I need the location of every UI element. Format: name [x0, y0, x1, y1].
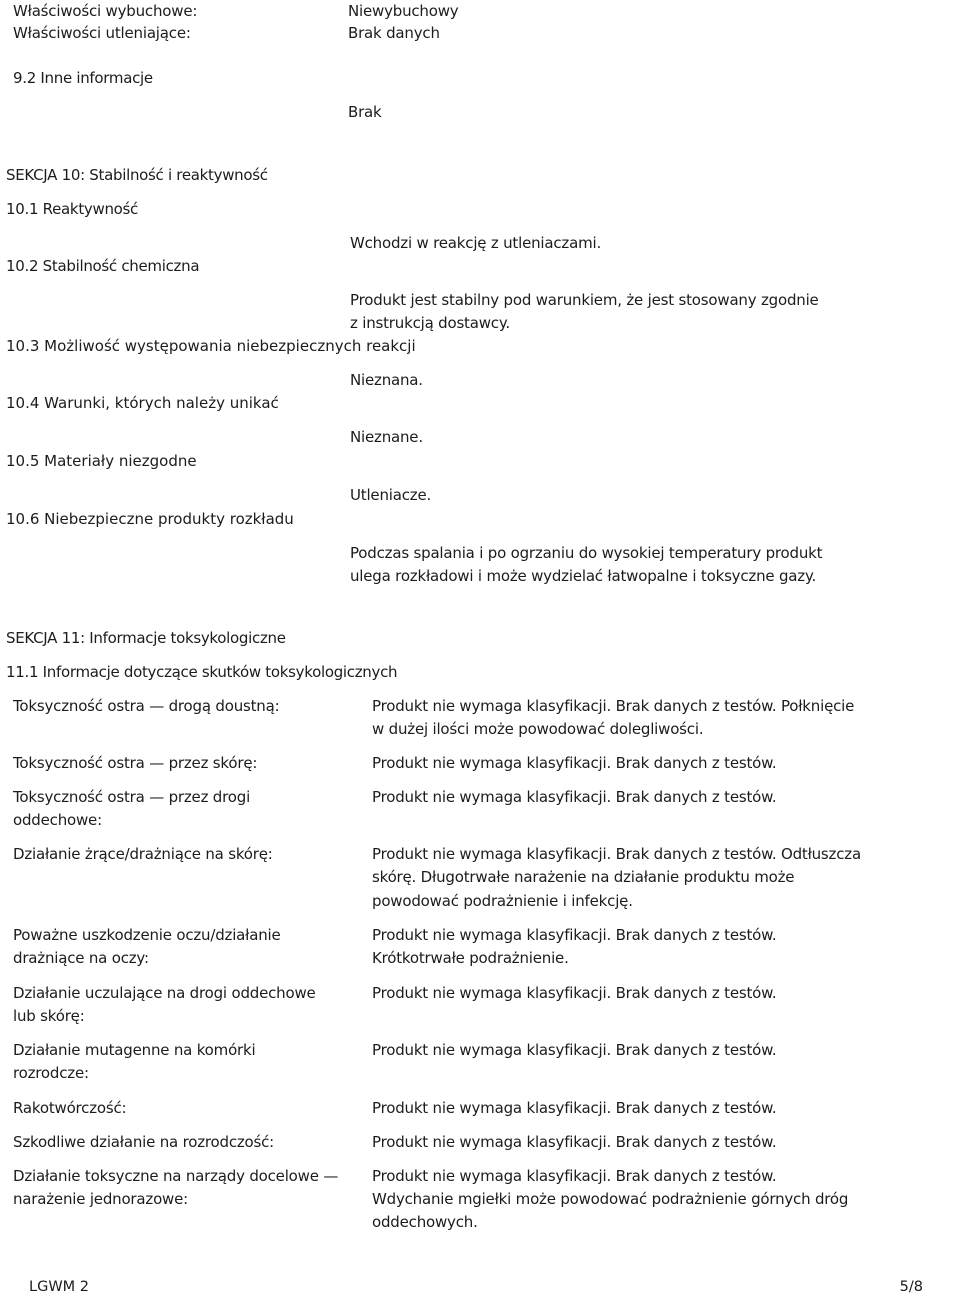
tox-row-value: oddechowych. — [372, 1213, 478, 1231]
tox-row-label: Toksyczność ostra — przez drogi — [13, 788, 251, 806]
section-9-2-value: Brak — [348, 103, 382, 121]
section-10-2-value-2: z instrukcją dostawcy. — [350, 314, 510, 332]
section-10-6-value-1: Podczas spalania i po ogrzaniu do wysokiej temperatury produkt — [350, 544, 823, 562]
section-10-4-label: 10.4 Warunki, których należy unikać — [6, 394, 279, 412]
section-10-3-label: 10.3 Możliwość występowania niebezpiecznych reakcji — [6, 337, 416, 355]
section-10-6-label: 10.6 Niebezpieczne produkty rozkładu — [6, 510, 294, 528]
explosive-label: Właściwości wybuchowe: — [13, 2, 198, 20]
tox-row-value: Produkt nie wymaga klasyfikacji. Brak danych z testów. Odtłuszcza — [372, 845, 861, 863]
tox-row-value: skórę. Długotrwałe narażenie na działanie produktu może — [372, 868, 795, 886]
section-10-1-label: 10.1 Reaktywność — [6, 200, 138, 218]
section-10-5-value: Utleniacze. — [350, 486, 432, 504]
section-10-2-label: 10.2 Stabilność chemiczna — [6, 257, 200, 275]
tox-row-value: powodować podrażnienie i infekcję. — [372, 892, 633, 910]
tox-row-value: Produkt nie wymaga klasyfikacji. Brak danych z testów. — [372, 984, 777, 1002]
tox-row-label: rozrodcze: — [13, 1064, 89, 1082]
section-11-1-heading: 11.1 Informacje dotyczące skutków toksykologicznych — [6, 663, 398, 681]
explosive-value: Niewybuchowy — [348, 2, 459, 20]
tox-row-value: Produkt nie wymaga klasyfikacji. Brak danych z testów. — [372, 1167, 777, 1185]
tox-row-label: oddechowe: — [13, 811, 102, 829]
tox-row-label: Działanie żrące/drażniące na skórę: — [13, 845, 273, 863]
tox-row-value: Produkt nie wymaga klasyfikacji. Brak danych z testów. — [372, 1041, 777, 1059]
section-10-6-value-2: ulega rozkładowi i może wydzielać łatwopalne i toksyczne gazy. — [350, 567, 817, 585]
tox-row-label: lub skórę: — [13, 1007, 85, 1025]
tox-row-label: drażniące na oczy: — [13, 949, 149, 967]
tox-row-value: Produkt nie wymaga klasyfikacji. Brak danych z testów. — [372, 1133, 777, 1151]
tox-row-value: Wdychanie mgiełki może powodować podrażnienie górnych dróg — [372, 1190, 849, 1208]
section-10-4-value: Nieznane. — [350, 428, 423, 446]
tox-row-label: Toksyczność ostra — drogą doustną: — [13, 697, 280, 715]
section-10-1-value: Wchodzi w reakcję z utleniaczami. — [350, 234, 602, 252]
section-10-5-label: 10.5 Materiały niezgodne — [6, 452, 197, 470]
oxidizing-label: Właściwości utleniające: — [13, 24, 191, 42]
tox-row-value: w dużej ilości może powodować dolegliwości. — [372, 720, 704, 738]
tox-row-label: Działanie uczulające na drogi oddechowe — [13, 984, 316, 1002]
tox-row-value: Produkt nie wymaga klasyfikacji. Brak danych z testów. — [372, 926, 777, 944]
oxidizing-value: Brak danych — [348, 24, 440, 42]
tox-row-value: Produkt nie wymaga klasyfikacji. Brak danych z testów. Połknięcie — [372, 697, 855, 715]
tox-row-value: Produkt nie wymaga klasyfikacji. Brak danych z testów. — [372, 754, 777, 772]
tox-row-value: Produkt nie wymaga klasyfikacji. Brak danych z testów. — [372, 788, 777, 806]
tox-row-value: Krótkotrwałe podrażnienie. — [372, 949, 569, 967]
tox-row-label: Działanie toksyczne na narządy docelowe — — [13, 1167, 339, 1185]
tox-row-value: Produkt nie wymaga klasyfikacji. Brak danych z testów. — [372, 1099, 777, 1117]
tox-row-label: Szkodliwe działanie na rozrodczość: — [13, 1133, 275, 1151]
footer-page-number: 5/8 — [899, 1279, 923, 1295]
section-10-3-value: Nieznana. — [350, 371, 423, 389]
section-10-2-value-1: Produkt jest stabilny pod warunkiem, że jest stosowany zgodnie — [350, 291, 819, 309]
footer-document-code: LGWM 2 — [29, 1279, 89, 1295]
tox-row-label: Poważne uszkodzenie oczu/działanie — [13, 926, 281, 944]
tox-row-label: Działanie mutagenne na komórki — [13, 1041, 256, 1059]
tox-row-label: Rakotwórczość: — [13, 1099, 127, 1117]
section-11-heading: SEKCJA 11: Informacje toksykologiczne — [6, 629, 286, 647]
section-9-2-heading: 9.2 Inne informacje — [13, 69, 153, 87]
section-10-heading: SEKCJA 10: Stabilność i reaktywność — [6, 166, 268, 184]
tox-row-label: Toksyczność ostra — przez skórę: — [13, 754, 258, 772]
tox-row-label: narażenie jednorazowe: — [13, 1190, 188, 1208]
